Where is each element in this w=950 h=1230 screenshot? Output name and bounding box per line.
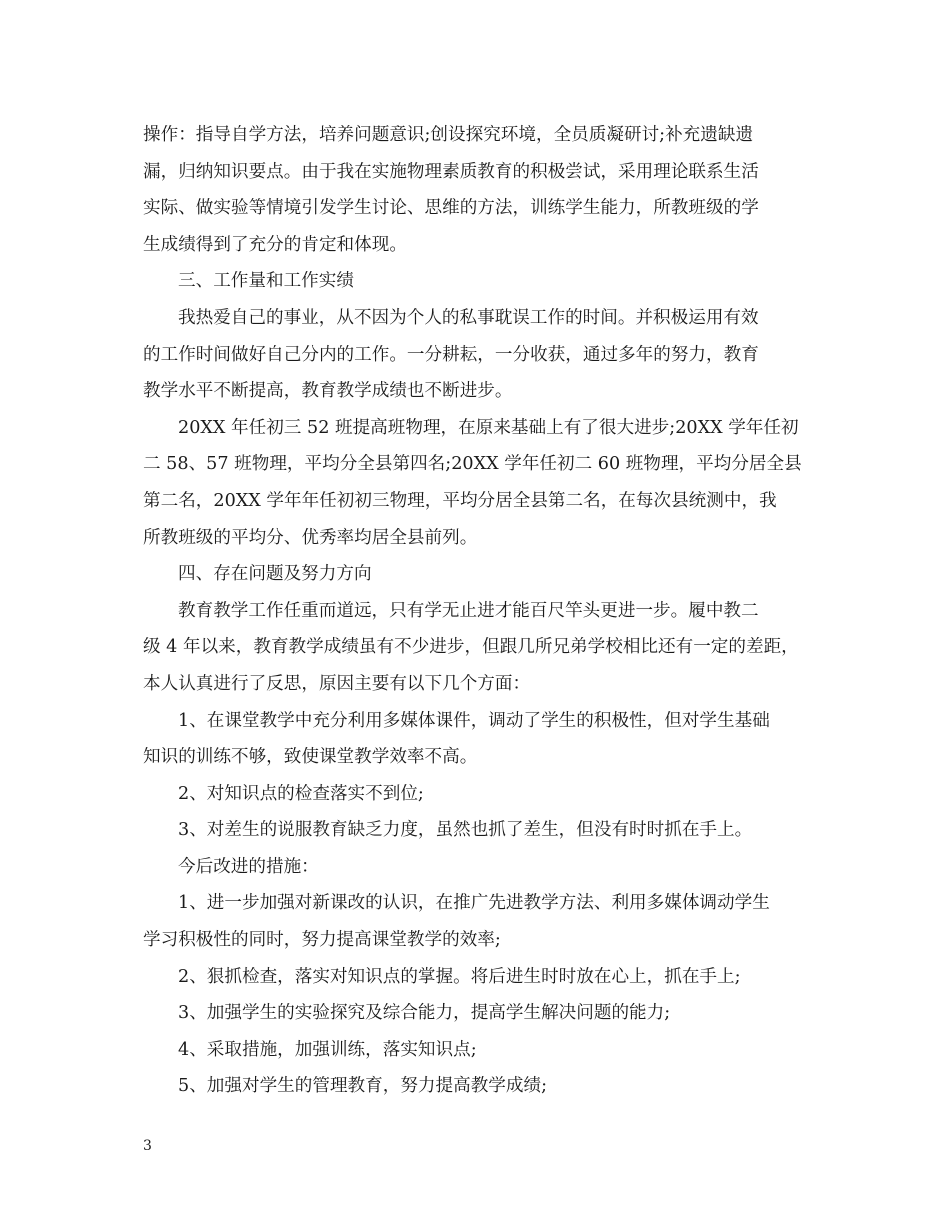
text-line: 我热爱自己的事业，从不因为个人的私事耽误工作的时间。并积极运用有效	[178, 307, 759, 328]
text-line: 3、加强学生的实验探究及综合能力，提高学生解决问题的能力;	[178, 1003, 671, 1024]
text-line: 第二名，20XX 学年年任初初三物理，平均分居全县第二名，在每次县统测中，我	[143, 490, 777, 511]
page-number: 3	[143, 1138, 152, 1154]
text-line: 5、加强对学生的管理教育，努力提高教学成绩;	[178, 1076, 547, 1097]
text-line: 2、对知识点的检查落实不到位;	[178, 783, 424, 804]
text-line: 教学水平不断提高，教育教学成绩也不断进步。	[143, 381, 513, 402]
text-line: 学习积极性的同时，努力提高课堂教学的效率;	[143, 930, 501, 951]
text-line: 4、采取措施，加强训练，落实知识点;	[178, 1039, 477, 1060]
text-line: 三、工作量和工作实绩	[178, 271, 354, 292]
text-line: 所教班级的平均分、优秀率均居全县前列。	[143, 527, 478, 548]
text-line: 四、存在问题及努力方向	[178, 564, 372, 585]
text-line: 1、在课堂教学中充分利用多媒体课件，调动了学生的积极性，但对学生基础	[178, 710, 770, 731]
text-line: 的工作时间做好自己分内的工作。一分耕耘，一分收获，通过多年的努力，教育	[143, 344, 759, 365]
text-line: 级 4 年以来，教育教学成绩虽有不少进步，但跟几所兄弟学校相比还有一定的差距，	[143, 637, 799, 658]
text-line: 操作：指导自学方法，培养问题意识;创设探究环境，全员质凝研讨;补充遗缺遗	[143, 125, 754, 145]
text-line: 1、进一步加强对新课改的认识，在推广先进教学方法、利用多媒体调动学生	[178, 893, 770, 914]
text-line: 生成绩得到了充分的肯定和体现。	[143, 234, 407, 255]
text-line: 本人认真进行了反思，原因主要有以下几个方面：	[143, 673, 531, 694]
text-line: 知识的训练不够，致使课堂教学效率不高。	[143, 747, 478, 768]
text-line: 漏，归纳知识要点。由于我在实施物理素质教育的积极尝试，采用理论联系生活	[143, 161, 759, 182]
text-line: 二 58、57 班物理，平均分全县第四名;20XX 学年任初二 60 班物理，平均分居全县	[143, 454, 802, 475]
text-line: 2、狠抓检查，落实对知识点的掌握。将后进生时时放在心上，抓在手上;	[178, 966, 741, 987]
text-line: 3、对差生的说服教育缺乏力度，虽然也抓了差生，但没有时时抓在手上。	[178, 820, 753, 841]
text-line: 教育教学工作任重而道远，只有学无止进才能百尺竿头更进一步。履中教二	[178, 600, 759, 621]
text-line: 实际、做实验等情境引发学生讨论、思维的方法，训练学生能力，所教班级的学	[143, 198, 759, 219]
text-line: 今后改进的措施：	[178, 856, 319, 877]
document-body	[143, 117, 828, 1105]
text-line: 20XX 年任初三 52 班提高班物理，在原来基础上有了很大进步;20XX 学年任初	[178, 417, 799, 438]
